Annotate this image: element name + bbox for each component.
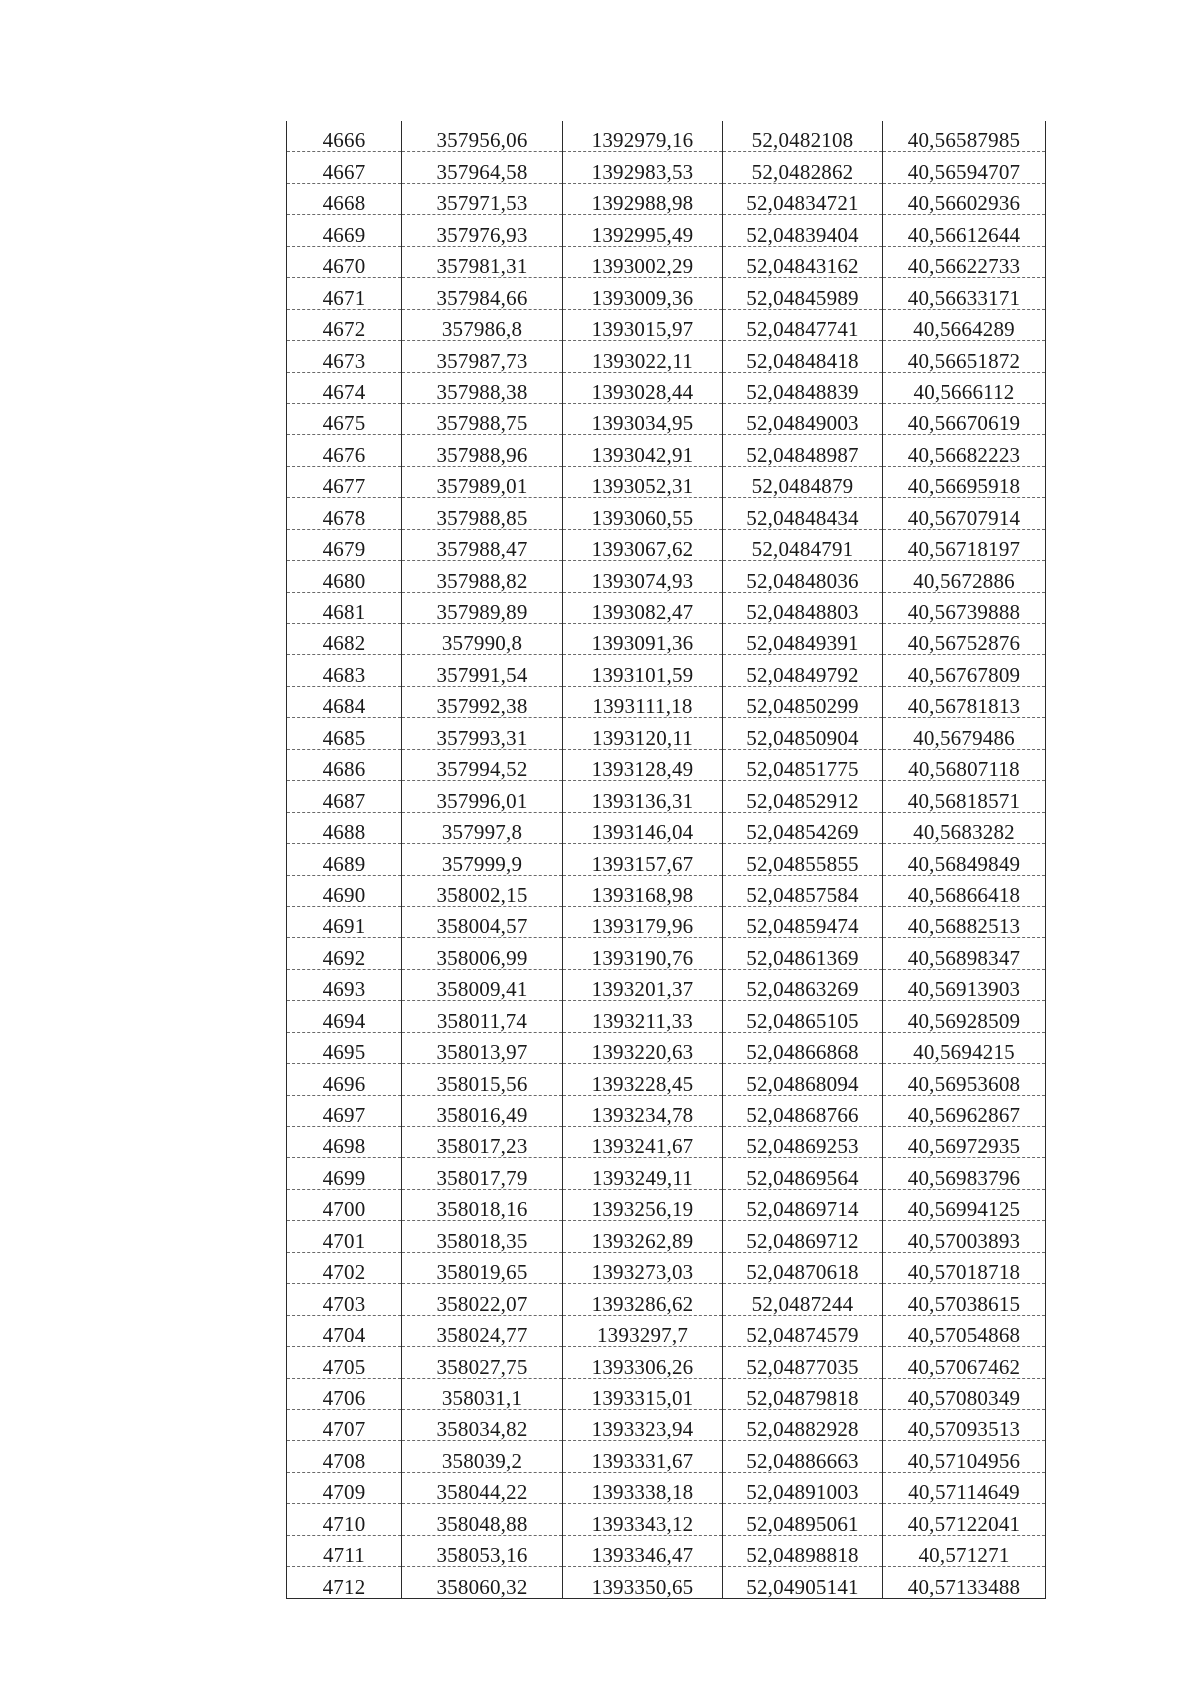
- coordinates-table: [286, 121, 1046, 1599]
- point-number-cell: 4668: [287, 183, 402, 214]
- longitude-cell: 40,56898347: [883, 938, 1046, 969]
- table-row: [287, 686, 1046, 717]
- x-coordinate-cell: 358009,41: [402, 969, 563, 1000]
- latitude-cell: 52,04882928: [723, 1409, 883, 1440]
- latitude-cell: 52,04850904: [723, 718, 883, 749]
- longitude-cell: 40,5672886: [883, 561, 1046, 592]
- x-coordinate-cell: 357993,31: [402, 718, 563, 749]
- x-coordinate-cell: 357989,01: [402, 466, 563, 497]
- y-coordinate-cell: 1392983,53: [563, 152, 723, 183]
- point-number-cell: 4710: [287, 1504, 402, 1535]
- longitude-cell: 40,56983796: [883, 1158, 1046, 1189]
- point-number-cell: 4677: [287, 466, 402, 497]
- latitude-cell: 52,04869253: [723, 1127, 883, 1158]
- longitude-cell: 40,57067462: [883, 1347, 1046, 1378]
- point-number-cell: 4666: [287, 121, 402, 152]
- x-coordinate-cell: 357990,8: [402, 624, 563, 655]
- y-coordinate-cell: 1392995,49: [563, 215, 723, 246]
- longitude-cell: 40,56612644: [883, 215, 1046, 246]
- point-number-cell: 4700: [287, 1189, 402, 1220]
- longitude-cell: 40,57080349: [883, 1378, 1046, 1409]
- latitude-cell: 52,04849391: [723, 624, 883, 655]
- latitude-cell: 52,04848839: [723, 372, 883, 403]
- y-coordinate-cell: 1393323,94: [563, 1409, 723, 1440]
- latitude-cell: 52,04847741: [723, 309, 883, 340]
- longitude-cell: 40,56849849: [883, 844, 1046, 875]
- y-coordinate-cell: 1393028,44: [563, 372, 723, 403]
- longitude-cell: 40,56866418: [883, 875, 1046, 906]
- point-number-cell: 4705: [287, 1347, 402, 1378]
- y-coordinate-cell: 1393179,96: [563, 906, 723, 937]
- x-coordinate-cell: 358048,88: [402, 1504, 563, 1535]
- longitude-cell: 40,57038615: [883, 1284, 1046, 1315]
- y-coordinate-cell: 1393052,31: [563, 466, 723, 497]
- longitude-cell: 40,56670619: [883, 403, 1046, 434]
- point-number-cell: 4669: [287, 215, 402, 246]
- table-row: [287, 1032, 1046, 1063]
- point-number-cell: 4686: [287, 749, 402, 780]
- point-number-cell: 4701: [287, 1221, 402, 1252]
- table-row: [287, 1158, 1046, 1189]
- x-coordinate-cell: 357976,93: [402, 215, 563, 246]
- latitude-cell: 52,04868766: [723, 1095, 883, 1126]
- table-row: [287, 435, 1046, 466]
- y-coordinate-cell: 1393297,7: [563, 1315, 723, 1346]
- point-number-cell: 4685: [287, 718, 402, 749]
- latitude-cell: 52,04869564: [723, 1158, 883, 1189]
- table-row: [287, 781, 1046, 812]
- point-number-cell: 4699: [287, 1158, 402, 1189]
- table-row: [287, 1252, 1046, 1283]
- longitude-cell: 40,56651872: [883, 341, 1046, 372]
- y-coordinate-cell: 1393022,11: [563, 341, 723, 372]
- point-number-cell: 4681: [287, 592, 402, 623]
- x-coordinate-cell: 358006,99: [402, 938, 563, 969]
- point-number-cell: 4708: [287, 1441, 402, 1472]
- y-coordinate-cell: 1393338,18: [563, 1472, 723, 1503]
- longitude-cell: 40,56928509: [883, 1001, 1046, 1032]
- table-row: [287, 938, 1046, 969]
- latitude-cell: 52,04859474: [723, 906, 883, 937]
- y-coordinate-cell: 1393120,11: [563, 718, 723, 749]
- table-row: [287, 812, 1046, 843]
- longitude-cell: 40,57018718: [883, 1252, 1046, 1283]
- y-coordinate-cell: 1393042,91: [563, 435, 723, 466]
- x-coordinate-cell: 358011,74: [402, 1001, 563, 1032]
- latitude-cell: 52,0487244: [723, 1284, 883, 1315]
- x-coordinate-cell: 357992,38: [402, 686, 563, 717]
- latitude-cell: 52,04865105: [723, 1001, 883, 1032]
- point-number-cell: 4691: [287, 906, 402, 937]
- table-row: [287, 278, 1046, 309]
- x-coordinate-cell: 357989,89: [402, 592, 563, 623]
- latitude-cell: 52,04848434: [723, 498, 883, 529]
- x-coordinate-cell: 358022,07: [402, 1284, 563, 1315]
- longitude-cell: 40,56913903: [883, 969, 1046, 1000]
- table-row: [287, 1127, 1046, 1158]
- table-row: [287, 1567, 1046, 1598]
- point-number-cell: 4684: [287, 686, 402, 717]
- longitude-cell: 40,57133488: [883, 1567, 1046, 1598]
- y-coordinate-cell: 1393346,47: [563, 1535, 723, 1566]
- x-coordinate-cell: 358017,23: [402, 1127, 563, 1158]
- table-row: [287, 1095, 1046, 1126]
- point-number-cell: 4694: [287, 1001, 402, 1032]
- x-coordinate-cell: 358015,56: [402, 1064, 563, 1095]
- point-number-cell: 4675: [287, 403, 402, 434]
- x-coordinate-cell: 358002,15: [402, 875, 563, 906]
- y-coordinate-cell: 1393273,03: [563, 1252, 723, 1283]
- latitude-cell: 52,04898818: [723, 1535, 883, 1566]
- latitude-cell: 52,04839404: [723, 215, 883, 246]
- latitude-cell: 52,04857584: [723, 875, 883, 906]
- x-coordinate-cell: 357964,58: [402, 152, 563, 183]
- y-coordinate-cell: 1393128,49: [563, 749, 723, 780]
- table-row: [287, 466, 1046, 497]
- table-row: [287, 592, 1046, 623]
- longitude-cell: 40,56953608: [883, 1064, 1046, 1095]
- point-number-cell: 4702: [287, 1252, 402, 1283]
- x-coordinate-cell: 357996,01: [402, 781, 563, 812]
- table-row: [287, 121, 1046, 152]
- x-coordinate-cell: 357988,75: [402, 403, 563, 434]
- longitude-cell: 40,56682223: [883, 435, 1046, 466]
- longitude-cell: 40,56882513: [883, 906, 1046, 937]
- point-number-cell: 4680: [287, 561, 402, 592]
- table-row: [287, 1347, 1046, 1378]
- x-coordinate-cell: 358018,35: [402, 1221, 563, 1252]
- table-row: [287, 403, 1046, 434]
- x-coordinate-cell: 358060,32: [402, 1567, 563, 1598]
- y-coordinate-cell: 1393168,98: [563, 875, 723, 906]
- table-row: [287, 906, 1046, 937]
- longitude-cell: 40,56781813: [883, 686, 1046, 717]
- point-number-cell: 4706: [287, 1378, 402, 1409]
- longitude-cell: 40,56707914: [883, 498, 1046, 529]
- y-coordinate-cell: 1392979,16: [563, 121, 723, 152]
- y-coordinate-cell: 1393234,78: [563, 1095, 723, 1126]
- point-number-cell: 4676: [287, 435, 402, 466]
- latitude-cell: 52,04877035: [723, 1347, 883, 1378]
- table-row: [287, 1504, 1046, 1535]
- x-coordinate-cell: 357991,54: [402, 655, 563, 686]
- x-coordinate-cell: 358044,22: [402, 1472, 563, 1503]
- latitude-cell: 52,04834721: [723, 183, 883, 214]
- table-row: [287, 624, 1046, 655]
- table-row: [287, 1409, 1046, 1440]
- latitude-cell: 52,04848036: [723, 561, 883, 592]
- y-coordinate-cell: 1393262,89: [563, 1221, 723, 1252]
- longitude-cell: 40,56962867: [883, 1095, 1046, 1126]
- y-coordinate-cell: 1393074,93: [563, 561, 723, 592]
- x-coordinate-cell: 358031,1: [402, 1378, 563, 1409]
- y-coordinate-cell: 1393220,63: [563, 1032, 723, 1063]
- table-row: [287, 1001, 1046, 1032]
- y-coordinate-cell: 1393015,97: [563, 309, 723, 340]
- table-row: [287, 152, 1046, 183]
- latitude-cell: 52,0482862: [723, 152, 883, 183]
- point-number-cell: 4671: [287, 278, 402, 309]
- longitude-cell: 40,56622733: [883, 246, 1046, 277]
- longitude-cell: 40,5666112: [883, 372, 1046, 403]
- longitude-cell: 40,56695918: [883, 466, 1046, 497]
- point-number-cell: 4672: [287, 309, 402, 340]
- table-row: [287, 1535, 1046, 1566]
- table-row: [287, 1315, 1046, 1346]
- point-number-cell: 4689: [287, 844, 402, 875]
- y-coordinate-cell: 1393034,95: [563, 403, 723, 434]
- x-coordinate-cell: 358013,97: [402, 1032, 563, 1063]
- point-number-cell: 4690: [287, 875, 402, 906]
- longitude-cell: 40,5694215: [883, 1032, 1046, 1063]
- y-coordinate-cell: 1393082,47: [563, 592, 723, 623]
- table-row: [287, 1189, 1046, 1220]
- y-coordinate-cell: 1393060,55: [563, 498, 723, 529]
- latitude-cell: 52,04879818: [723, 1378, 883, 1409]
- coordinates-table-body: [287, 121, 1046, 1598]
- latitude-cell: 52,04905141: [723, 1567, 883, 1598]
- latitude-cell: 52,04861369: [723, 938, 883, 969]
- x-coordinate-cell: 357994,52: [402, 749, 563, 780]
- x-coordinate-cell: 357971,53: [402, 183, 563, 214]
- latitude-cell: 52,04869712: [723, 1221, 883, 1252]
- y-coordinate-cell: 1393067,62: [563, 529, 723, 560]
- y-coordinate-cell: 1393286,62: [563, 1284, 723, 1315]
- longitude-cell: 40,5664289: [883, 309, 1046, 340]
- point-number-cell: 4695: [287, 1032, 402, 1063]
- x-coordinate-cell: 357988,38: [402, 372, 563, 403]
- longitude-cell: 40,56767809: [883, 655, 1046, 686]
- y-coordinate-cell: 1393306,26: [563, 1347, 723, 1378]
- point-number-cell: 4711: [287, 1535, 402, 1566]
- y-coordinate-cell: 1393343,12: [563, 1504, 723, 1535]
- y-coordinate-cell: 1393201,37: [563, 969, 723, 1000]
- point-number-cell: 4703: [287, 1284, 402, 1315]
- longitude-cell: 40,56752876: [883, 624, 1046, 655]
- longitude-cell: 40,56633171: [883, 278, 1046, 309]
- latitude-cell: 52,04855855: [723, 844, 883, 875]
- table-row: [287, 372, 1046, 403]
- y-coordinate-cell: 1393228,45: [563, 1064, 723, 1095]
- y-coordinate-cell: 1393256,19: [563, 1189, 723, 1220]
- latitude-cell: 52,04868094: [723, 1064, 883, 1095]
- x-coordinate-cell: 358027,75: [402, 1347, 563, 1378]
- longitude-cell: 40,56818571: [883, 781, 1046, 812]
- longitude-cell: 40,57003893: [883, 1221, 1046, 1252]
- x-coordinate-cell: 357987,73: [402, 341, 563, 372]
- table-row: [287, 246, 1046, 277]
- table-row: [287, 1284, 1046, 1315]
- table-row: [287, 749, 1046, 780]
- point-number-cell: 4709: [287, 1472, 402, 1503]
- y-coordinate-cell: 1392988,98: [563, 183, 723, 214]
- point-number-cell: 4667: [287, 152, 402, 183]
- y-coordinate-cell: 1393146,04: [563, 812, 723, 843]
- x-coordinate-cell: 358034,82: [402, 1409, 563, 1440]
- point-number-cell: 4697: [287, 1095, 402, 1126]
- point-number-cell: 4670: [287, 246, 402, 277]
- y-coordinate-cell: 1393190,76: [563, 938, 723, 969]
- point-number-cell: 4682: [287, 624, 402, 655]
- table-row: [287, 655, 1046, 686]
- point-number-cell: 4696: [287, 1064, 402, 1095]
- latitude-cell: 52,04850299: [723, 686, 883, 717]
- latitude-cell: 52,0484791: [723, 529, 883, 560]
- longitude-cell: 40,56718197: [883, 529, 1046, 560]
- y-coordinate-cell: 1393315,01: [563, 1378, 723, 1409]
- latitude-cell: 52,04849792: [723, 655, 883, 686]
- table-row: [287, 183, 1046, 214]
- latitude-cell: 52,04886663: [723, 1441, 883, 1472]
- point-number-cell: 4698: [287, 1127, 402, 1158]
- table-row: [287, 1064, 1046, 1095]
- longitude-cell: 40,5679486: [883, 718, 1046, 749]
- x-coordinate-cell: 358017,79: [402, 1158, 563, 1189]
- x-coordinate-cell: 358039,2: [402, 1441, 563, 1472]
- latitude-cell: 52,04891003: [723, 1472, 883, 1503]
- point-number-cell: 4678: [287, 498, 402, 529]
- table-row: [287, 341, 1046, 372]
- table-row: [287, 1378, 1046, 1409]
- latitude-cell: 52,04854269: [723, 812, 883, 843]
- x-coordinate-cell: 358024,77: [402, 1315, 563, 1346]
- table-row: [287, 875, 1046, 906]
- x-coordinate-cell: 358018,16: [402, 1189, 563, 1220]
- point-number-cell: 4674: [287, 372, 402, 403]
- longitude-cell: 40,56972935: [883, 1127, 1046, 1158]
- table-row: [287, 529, 1046, 560]
- longitude-cell: 40,5683282: [883, 812, 1046, 843]
- table-row: [287, 1472, 1046, 1503]
- latitude-cell: 52,04895061: [723, 1504, 883, 1535]
- point-number-cell: 4687: [287, 781, 402, 812]
- latitude-cell: 52,04874579: [723, 1315, 883, 1346]
- table-row: [287, 718, 1046, 749]
- latitude-cell: 52,04848418: [723, 341, 883, 372]
- y-coordinate-cell: 1393211,33: [563, 1001, 723, 1032]
- point-number-cell: 4673: [287, 341, 402, 372]
- latitude-cell: 52,04848987: [723, 435, 883, 466]
- longitude-cell: 40,57093513: [883, 1409, 1046, 1440]
- y-coordinate-cell: 1393157,67: [563, 844, 723, 875]
- point-number-cell: 4704: [287, 1315, 402, 1346]
- y-coordinate-cell: 1393331,67: [563, 1441, 723, 1472]
- latitude-cell: 52,04843162: [723, 246, 883, 277]
- y-coordinate-cell: 1393111,18: [563, 686, 723, 717]
- longitude-cell: 40,571271: [883, 1535, 1046, 1566]
- point-number-cell: 4688: [287, 812, 402, 843]
- y-coordinate-cell: 1393002,29: [563, 246, 723, 277]
- x-coordinate-cell: 357997,8: [402, 812, 563, 843]
- x-coordinate-cell: 358053,16: [402, 1535, 563, 1566]
- x-coordinate-cell: 358004,57: [402, 906, 563, 937]
- longitude-cell: 40,56587985: [883, 121, 1046, 152]
- point-number-cell: 4693: [287, 969, 402, 1000]
- longitude-cell: 40,56994125: [883, 1189, 1046, 1220]
- table-row: [287, 498, 1046, 529]
- longitude-cell: 40,57122041: [883, 1504, 1046, 1535]
- longitude-cell: 40,56807118: [883, 749, 1046, 780]
- latitude-cell: 52,04851775: [723, 749, 883, 780]
- point-number-cell: 4683: [287, 655, 402, 686]
- x-coordinate-cell: 357988,85: [402, 498, 563, 529]
- y-coordinate-cell: 1393249,11: [563, 1158, 723, 1189]
- longitude-cell: 40,56594707: [883, 152, 1046, 183]
- point-number-cell: 4679: [287, 529, 402, 560]
- latitude-cell: 52,04849003: [723, 403, 883, 434]
- x-coordinate-cell: 357981,31: [402, 246, 563, 277]
- x-coordinate-cell: 357984,66: [402, 278, 563, 309]
- longitude-cell: 40,57054868: [883, 1315, 1046, 1346]
- table-row: [287, 215, 1046, 246]
- x-coordinate-cell: 357988,96: [402, 435, 563, 466]
- longitude-cell: 40,56739888: [883, 592, 1046, 623]
- y-coordinate-cell: 1393241,67: [563, 1127, 723, 1158]
- x-coordinate-cell: 358016,49: [402, 1095, 563, 1126]
- x-coordinate-cell: 357988,82: [402, 561, 563, 592]
- table-row: [287, 309, 1046, 340]
- latitude-cell: 52,04866868: [723, 1032, 883, 1063]
- point-number-cell: 4692: [287, 938, 402, 969]
- x-coordinate-cell: 357999,9: [402, 844, 563, 875]
- latitude-cell: 52,0482108: [723, 121, 883, 152]
- y-coordinate-cell: 1393101,59: [563, 655, 723, 686]
- table-row: [287, 1441, 1046, 1472]
- x-coordinate-cell: 357988,47: [402, 529, 563, 560]
- longitude-cell: 40,57104956: [883, 1441, 1046, 1472]
- x-coordinate-cell: 357986,8: [402, 309, 563, 340]
- latitude-cell: 52,04848803: [723, 592, 883, 623]
- latitude-cell: 52,04870618: [723, 1252, 883, 1283]
- table-row: [287, 1221, 1046, 1252]
- x-coordinate-cell: 358019,65: [402, 1252, 563, 1283]
- longitude-cell: 40,56602936: [883, 183, 1046, 214]
- y-coordinate-cell: 1393009,36: [563, 278, 723, 309]
- table-row: [287, 844, 1046, 875]
- longitude-cell: 40,57114649: [883, 1472, 1046, 1503]
- x-coordinate-cell: 357956,06: [402, 121, 563, 152]
- y-coordinate-cell: 1393136,31: [563, 781, 723, 812]
- y-coordinate-cell: 1393350,65: [563, 1567, 723, 1598]
- latitude-cell: 52,04869714: [723, 1189, 883, 1220]
- latitude-cell: 52,04845989: [723, 278, 883, 309]
- latitude-cell: 52,0484879: [723, 466, 883, 497]
- table-row: [287, 969, 1046, 1000]
- point-number-cell: 4712: [287, 1567, 402, 1598]
- y-coordinate-cell: 1393091,36: [563, 624, 723, 655]
- point-number-cell: 4707: [287, 1409, 402, 1440]
- latitude-cell: 52,04852912: [723, 781, 883, 812]
- table-row: [287, 561, 1046, 592]
- latitude-cell: 52,04863269: [723, 969, 883, 1000]
